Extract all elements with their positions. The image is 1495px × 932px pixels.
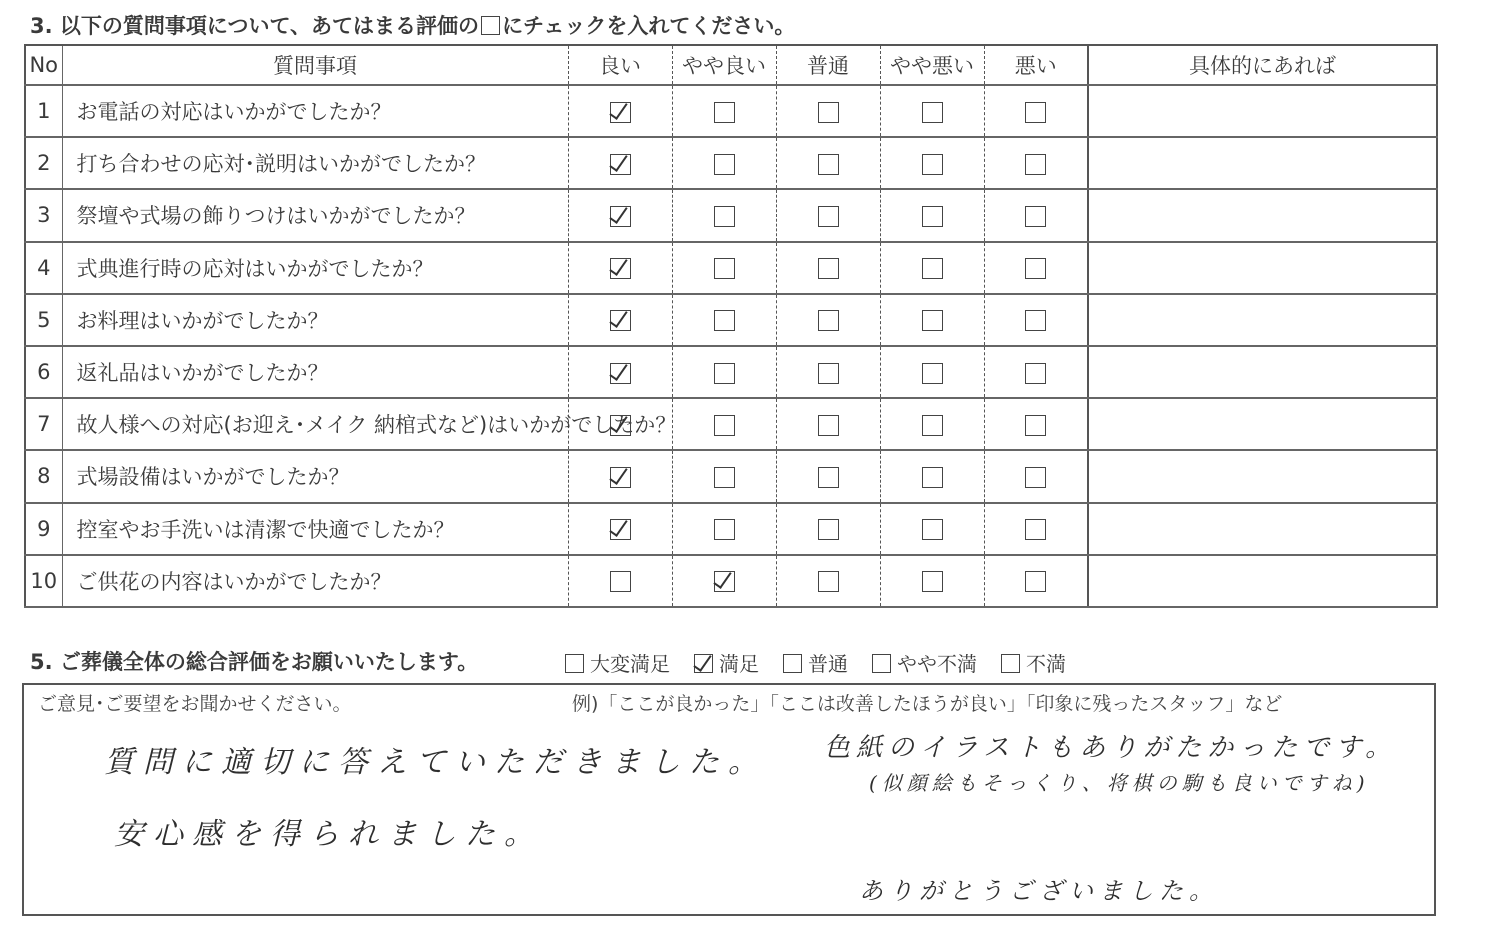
rating-cell (880, 137, 984, 189)
table-row (25, 85, 1437, 137)
rating-cell (984, 346, 1088, 398)
row-question: 式典進行時の応対はいかがでしたか？ (62, 242, 568, 294)
rating-cell (672, 242, 776, 294)
row-number: 2 (25, 137, 62, 189)
rating-cell (984, 398, 1088, 450)
row-number: 6 (25, 346, 62, 398)
rating-cell (776, 189, 880, 241)
rating-checkbox[interactable] (922, 415, 943, 436)
overall-option-label: 満足 (719, 652, 759, 676)
rating-cell (776, 503, 880, 555)
row-comment[interactable] (1088, 189, 1437, 241)
rating-cell (984, 294, 1088, 346)
rating-checkbox[interactable] (818, 363, 839, 384)
comment-prompt: ご意見･ご要望をお聞かせください。 (38, 693, 352, 715)
rating-checkbox[interactable] (818, 519, 839, 540)
rating-cell (672, 503, 776, 555)
rating-checkbox[interactable] (610, 310, 631, 331)
rating-checkbox[interactable] (714, 310, 735, 331)
overall-checkbox[interactable] (694, 654, 713, 673)
rating-checkbox[interactable] (818, 206, 839, 227)
rating-checkbox[interactable] (610, 363, 631, 384)
rating-cell (672, 555, 776, 607)
header-rating-fairly-bad: やや悪い (880, 45, 984, 85)
rating-cell (984, 503, 1088, 555)
rating-checkbox[interactable] (922, 467, 943, 488)
rating-cell (984, 450, 1088, 502)
overall-option-label: 普通 (808, 652, 848, 676)
rating-cell (880, 85, 984, 137)
rating-checkbox[interactable] (1025, 206, 1046, 227)
rating-cell (568, 503, 672, 555)
rating-cell (568, 85, 672, 137)
overall-checkbox[interactable] (565, 654, 584, 673)
rating-cell (568, 346, 672, 398)
header-rating-bad: 悪い (984, 45, 1088, 85)
rating-checkbox[interactable] (922, 363, 943, 384)
rating-checkbox[interactable] (1025, 258, 1046, 279)
overall-option[interactable] (872, 648, 977, 677)
overall-option[interactable] (694, 648, 759, 677)
rating-cell (880, 555, 984, 607)
rating-checkbox[interactable] (610, 467, 631, 488)
rating-cell (880, 503, 984, 555)
handwritten-line-1: 質問に適切に答えていただきました。 (104, 745, 767, 780)
rating-cell (672, 346, 776, 398)
overall-option[interactable] (1001, 648, 1066, 677)
rating-checkbox[interactable] (714, 154, 735, 175)
rating-checkbox[interactable] (1025, 363, 1046, 384)
rating-cell (984, 189, 1088, 241)
rating-checkbox[interactable] (818, 102, 839, 123)
rating-checkbox[interactable] (818, 467, 839, 488)
row-question: 故人様への対応(お迎え･メイク 納棺式など)はいかがでしたか？ (62, 398, 568, 450)
table-row (25, 189, 1437, 241)
rating-checkbox[interactable] (818, 310, 839, 331)
rating-cell (776, 555, 880, 607)
row-question: 式場設備はいかがでしたか？ (62, 450, 568, 502)
overall-checkbox[interactable] (872, 654, 891, 673)
rating-checkbox[interactable] (922, 258, 943, 279)
rating-checkbox[interactable] (1025, 154, 1046, 175)
rating-cell (880, 294, 984, 346)
rating-checkbox[interactable] (714, 415, 735, 436)
table-row (25, 555, 1437, 607)
rating-cell (568, 189, 672, 241)
row-number: 8 (25, 450, 62, 502)
row-number: 5 (25, 294, 62, 346)
rating-checkbox[interactable] (714, 519, 735, 540)
table-row (25, 450, 1437, 502)
overall-option[interactable] (783, 648, 848, 677)
header-comment: 具体的にあれば (1088, 45, 1437, 85)
rating-checkbox[interactable] (1025, 415, 1046, 436)
row-question: 控室やお手洗いは清潔で快適でしたか？ (62, 503, 568, 555)
overall-rating-options (565, 648, 1090, 677)
overall-checkbox[interactable] (1001, 654, 1020, 673)
comment-example: 例)「ここが良かった」「ここは改善したほうが良い」「印象に残ったスタッフ」など (572, 693, 1283, 715)
row-comment[interactable] (1088, 85, 1437, 137)
row-question: 返礼品はいかがでしたか？ (62, 346, 568, 398)
rating-checkbox[interactable] (610, 206, 631, 227)
rating-cell (984, 242, 1088, 294)
overall-option[interactable] (565, 648, 670, 677)
rating-cell (672, 294, 776, 346)
rating-cell (672, 450, 776, 502)
rating-checkbox[interactable] (610, 571, 631, 592)
header-no: No (25, 45, 62, 85)
rating-checkbox[interactable] (1025, 310, 1046, 331)
rating-cell (880, 242, 984, 294)
rating-cell (776, 294, 880, 346)
header-rating-fairly-good: やや良い (672, 45, 776, 85)
header-rating-good: 良い (568, 45, 672, 85)
rating-checkbox[interactable] (714, 467, 735, 488)
rating-checkbox[interactable] (610, 258, 631, 279)
rating-checkbox[interactable] (922, 310, 943, 331)
rating-cell (672, 137, 776, 189)
header-rating-average: 普通 (776, 45, 880, 85)
row-number: 9 (25, 503, 62, 555)
table-row (25, 294, 1437, 346)
handwritten-line-3: 色紙のイラストもありがたかったです。 (824, 733, 1398, 763)
rating-cell (568, 137, 672, 189)
rating-checkbox[interactable] (610, 154, 631, 175)
handwritten-line-2: 安心感を得られました。 (114, 817, 543, 852)
table-row (25, 398, 1437, 450)
rating-checkbox[interactable] (610, 519, 631, 540)
row-number: 7 (25, 398, 62, 450)
header-question: 質問事項 (62, 45, 568, 85)
row-question: 祭壇や式場の飾りつけはいかがでしたか？ (62, 189, 568, 241)
row-comment[interactable] (1088, 242, 1437, 294)
rating-checkbox[interactable] (818, 258, 839, 279)
rating-cell (880, 398, 984, 450)
rating-checkbox[interactable] (714, 571, 735, 592)
overall-option-label: 大変満足 (590, 652, 670, 676)
checkbox-symbol-icon (481, 16, 500, 35)
rating-checkbox[interactable] (922, 519, 943, 540)
rating-cell (776, 137, 880, 189)
table-row (25, 346, 1437, 398)
row-question: お電話の対応はいかがでしたか？ (62, 85, 568, 137)
row-number: 10 (25, 555, 62, 607)
rating-cell (568, 294, 672, 346)
row-comment[interactable] (1088, 503, 1437, 555)
rating-cell (568, 555, 672, 607)
rating-checkbox[interactable] (610, 102, 631, 123)
section3-title: 3. 以下の質問事項について、あてはまる評価の にチェックを入れてください。 (30, 14, 796, 38)
row-comment[interactable] (1088, 137, 1437, 189)
rating-checkbox[interactable] (610, 415, 631, 436)
overall-option-label: 不満 (1026, 652, 1066, 676)
overall-checkbox[interactable] (783, 654, 802, 673)
rating-checkbox[interactable] (818, 415, 839, 436)
rating-cell (984, 85, 1088, 137)
rating-cell (880, 346, 984, 398)
rating-checkbox[interactable] (714, 102, 735, 123)
overall-option-label: やや不満 (897, 652, 977, 676)
row-comment[interactable] (1088, 398, 1437, 450)
rating-cell (776, 242, 880, 294)
rating-cell (672, 85, 776, 137)
rating-checkbox[interactable] (1025, 102, 1046, 123)
table-row (25, 242, 1437, 294)
handwritten-line-5: ありがとうございました。 (859, 877, 1219, 905)
survey-table (24, 44, 1438, 608)
rating-checkbox[interactable] (818, 154, 839, 175)
rating-checkbox[interactable] (1025, 519, 1046, 540)
table-row (25, 503, 1437, 555)
rating-cell (880, 189, 984, 241)
rating-cell (672, 398, 776, 450)
rating-cell (776, 85, 880, 137)
row-comment[interactable] (1088, 555, 1437, 607)
rating-cell (776, 398, 880, 450)
rating-cell (776, 346, 880, 398)
rating-cell (672, 189, 776, 241)
rating-checkbox[interactable] (714, 206, 735, 227)
rating-cell (984, 137, 1088, 189)
row-comment[interactable] (1088, 346, 1437, 398)
row-number: 4 (25, 242, 62, 294)
row-question: 打ち合わせの応対･説明はいかがでしたか？ (62, 137, 568, 189)
rating-checkbox[interactable] (1025, 467, 1046, 488)
row-number: 3 (25, 189, 62, 241)
row-comment[interactable] (1088, 450, 1437, 502)
rating-cell (984, 555, 1088, 607)
row-number: 1 (25, 85, 62, 137)
row-comment[interactable] (1088, 294, 1437, 346)
rating-checkbox[interactable] (922, 102, 943, 123)
rating-cell (776, 450, 880, 502)
handwritten-line-4: (似顔絵もそっくり、将棋の駒も良いですね) (869, 771, 1370, 795)
rating-cell (568, 242, 672, 294)
rating-cell (568, 450, 672, 502)
rating-checkbox[interactable] (714, 258, 735, 279)
comment-box (22, 683, 1436, 916)
row-question: ご供花の内容はいかがでしたか？ (62, 555, 568, 607)
table-header-row (25, 45, 1437, 85)
rating-checkbox[interactable] (922, 154, 943, 175)
rating-checkbox[interactable] (1025, 571, 1046, 592)
rating-checkbox[interactable] (818, 571, 839, 592)
rating-checkbox[interactable] (922, 571, 943, 592)
rating-checkbox[interactable] (714, 363, 735, 384)
row-question: お料理はいかがでしたか？ (62, 294, 568, 346)
section5-title: 5. ご葬儀全体の総合評価をお願いいたします。 (30, 650, 479, 674)
rating-cell (880, 450, 984, 502)
table-row (25, 137, 1437, 189)
rating-checkbox[interactable] (922, 206, 943, 227)
